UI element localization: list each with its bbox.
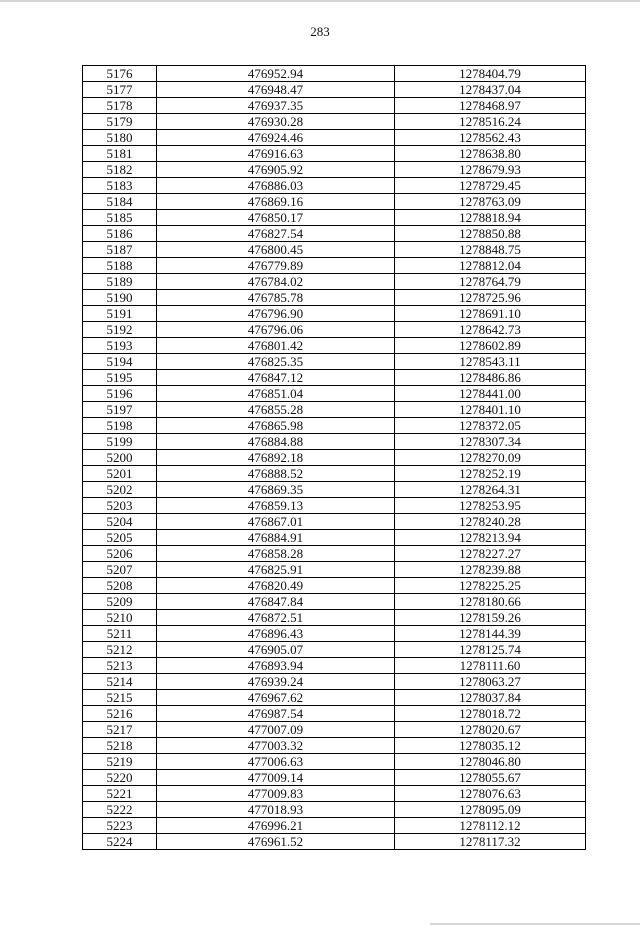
scan-edge-top <box>0 0 640 2</box>
table-row <box>83 546 586 562</box>
y-coordinate-cell: 1278404.79 <box>395 66 586 82</box>
y-coordinate-cell: 1278076.63 <box>395 786 586 802</box>
y-coordinate-cell: 1278763.09 <box>395 194 586 210</box>
point-number-cell: 5217 <box>83 722 157 738</box>
table-row <box>83 754 586 770</box>
y-coordinate-cell: 1278307.34 <box>395 434 586 450</box>
y-coordinate-cell: 1278441.00 <box>395 386 586 402</box>
y-coordinate-cell: 1278437.04 <box>395 82 586 98</box>
x-coordinate-cell: 476851.04 <box>157 386 395 402</box>
point-number-cell: 5204 <box>83 514 157 530</box>
point-number-cell: 5210 <box>83 610 157 626</box>
table-row <box>83 450 586 466</box>
point-number-cell: 5187 <box>83 242 157 258</box>
table-row <box>83 626 586 642</box>
table-row <box>83 274 586 290</box>
point-number-cell: 5186 <box>83 226 157 242</box>
table-row <box>83 770 586 786</box>
x-coordinate-cell: 476820.49 <box>157 578 395 594</box>
table-row <box>83 434 586 450</box>
x-coordinate-cell: 476996.21 <box>157 818 395 834</box>
table-row <box>83 82 586 98</box>
y-coordinate-cell: 1278562.43 <box>395 130 586 146</box>
y-coordinate-cell: 1278018.72 <box>395 706 586 722</box>
x-coordinate-cell: 476827.54 <box>157 226 395 242</box>
y-coordinate-cell: 1278035.12 <box>395 738 586 754</box>
x-coordinate-cell: 476847.84 <box>157 594 395 610</box>
table-row <box>83 98 586 114</box>
table-row <box>83 418 586 434</box>
y-coordinate-cell: 1278638.80 <box>395 146 586 162</box>
table-row <box>83 498 586 514</box>
point-number-cell: 5176 <box>83 66 157 82</box>
point-number-cell: 5199 <box>83 434 157 450</box>
table-row <box>83 130 586 146</box>
x-coordinate-cell: 476784.02 <box>157 274 395 290</box>
point-number-cell: 5193 <box>83 338 157 354</box>
point-number-cell: 5207 <box>83 562 157 578</box>
x-coordinate-cell: 476952.94 <box>157 66 395 82</box>
table-row <box>83 370 586 386</box>
x-coordinate-cell: 477018.93 <box>157 802 395 818</box>
x-coordinate-cell: 476796.90 <box>157 306 395 322</box>
point-number-cell: 5194 <box>83 354 157 370</box>
point-number-cell: 5209 <box>83 594 157 610</box>
x-coordinate-cell: 476930.28 <box>157 114 395 130</box>
x-coordinate-cell: 477006.63 <box>157 754 395 770</box>
table-row <box>83 210 586 226</box>
x-coordinate-cell: 476939.24 <box>157 674 395 690</box>
y-coordinate-cell: 1278180.66 <box>395 594 586 610</box>
table-row <box>83 834 586 850</box>
coordinate-table-body <box>83 66 586 850</box>
table-row <box>83 114 586 130</box>
point-number-cell: 5208 <box>83 578 157 594</box>
point-number-cell: 5184 <box>83 194 157 210</box>
x-coordinate-cell: 476888.52 <box>157 466 395 482</box>
y-coordinate-cell: 1278159.26 <box>395 610 586 626</box>
y-coordinate-cell: 1278046.80 <box>395 754 586 770</box>
point-number-cell: 5185 <box>83 210 157 226</box>
point-number-cell: 5205 <box>83 530 157 546</box>
table-row <box>83 594 586 610</box>
table-row <box>83 178 586 194</box>
x-coordinate-cell: 477003.32 <box>157 738 395 754</box>
x-coordinate-cell: 476850.17 <box>157 210 395 226</box>
y-coordinate-cell: 1278850.88 <box>395 226 586 242</box>
point-number-cell: 5221 <box>83 786 157 802</box>
x-coordinate-cell: 476865.98 <box>157 418 395 434</box>
x-coordinate-cell: 476961.52 <box>157 834 395 850</box>
y-coordinate-cell: 1278055.67 <box>395 770 586 786</box>
coordinate-table <box>82 65 586 850</box>
x-coordinate-cell: 476893.94 <box>157 658 395 674</box>
y-coordinate-cell: 1278111.60 <box>395 658 586 674</box>
table-row <box>83 610 586 626</box>
x-coordinate-cell: 476867.01 <box>157 514 395 530</box>
table-row <box>83 802 586 818</box>
table-row <box>83 258 586 274</box>
x-coordinate-cell: 476855.28 <box>157 402 395 418</box>
y-coordinate-cell: 1278848.75 <box>395 242 586 258</box>
table-row <box>83 642 586 658</box>
table-row <box>83 226 586 242</box>
point-number-cell: 5182 <box>83 162 157 178</box>
y-coordinate-cell: 1278468.97 <box>395 98 586 114</box>
x-coordinate-cell: 476847.12 <box>157 370 395 386</box>
y-coordinate-cell: 1278253.95 <box>395 498 586 514</box>
table-row <box>83 322 586 338</box>
y-coordinate-cell: 1278691.10 <box>395 306 586 322</box>
x-coordinate-cell: 476905.07 <box>157 642 395 658</box>
table-row <box>83 242 586 258</box>
y-coordinate-cell: 1278543.11 <box>395 354 586 370</box>
y-coordinate-cell: 1278144.39 <box>395 626 586 642</box>
x-coordinate-cell: 476872.51 <box>157 610 395 626</box>
y-coordinate-cell: 1278225.25 <box>395 578 586 594</box>
y-coordinate-cell: 1278679.93 <box>395 162 586 178</box>
x-coordinate-cell: 477009.83 <box>157 786 395 802</box>
table-row <box>83 738 586 754</box>
point-number-cell: 5220 <box>83 770 157 786</box>
point-number-cell: 5211 <box>83 626 157 642</box>
x-coordinate-cell: 476796.06 <box>157 322 395 338</box>
y-coordinate-cell: 1278516.24 <box>395 114 586 130</box>
point-number-cell: 5183 <box>83 178 157 194</box>
x-coordinate-cell: 476869.16 <box>157 194 395 210</box>
table-row <box>83 658 586 674</box>
y-coordinate-cell: 1278729.45 <box>395 178 586 194</box>
table-row <box>83 66 586 82</box>
table-row <box>83 690 586 706</box>
table-row <box>83 818 586 834</box>
y-coordinate-cell: 1278117.32 <box>395 834 586 850</box>
y-coordinate-cell: 1278372.05 <box>395 418 586 434</box>
y-coordinate-cell: 1278270.09 <box>395 450 586 466</box>
x-coordinate-cell: 476779.89 <box>157 258 395 274</box>
table-row <box>83 786 586 802</box>
y-coordinate-cell: 1278213.94 <box>395 530 586 546</box>
page-number: 283 <box>310 24 330 39</box>
x-coordinate-cell: 476869.35 <box>157 482 395 498</box>
x-coordinate-cell: 476886.03 <box>157 178 395 194</box>
x-coordinate-cell: 476896.43 <box>157 626 395 642</box>
table-row <box>83 146 586 162</box>
y-coordinate-cell: 1278602.89 <box>395 338 586 354</box>
y-coordinate-cell: 1278239.88 <box>395 562 586 578</box>
x-coordinate-cell: 476825.35 <box>157 354 395 370</box>
point-number-cell: 5178 <box>83 98 157 114</box>
x-coordinate-cell: 476892.18 <box>157 450 395 466</box>
table-row <box>83 530 586 546</box>
point-number-cell: 5188 <box>83 258 157 274</box>
table-row <box>83 338 586 354</box>
point-number-cell: 5216 <box>83 706 157 722</box>
table-row <box>83 354 586 370</box>
table-row <box>83 674 586 690</box>
point-number-cell: 5180 <box>83 130 157 146</box>
y-coordinate-cell: 1278227.27 <box>395 546 586 562</box>
x-coordinate-cell: 477009.14 <box>157 770 395 786</box>
table-row <box>83 194 586 210</box>
x-coordinate-cell: 476924.46 <box>157 130 395 146</box>
table-row <box>83 290 586 306</box>
x-coordinate-cell: 476937.35 <box>157 98 395 114</box>
x-coordinate-cell: 476859.13 <box>157 498 395 514</box>
y-coordinate-cell: 1278125.74 <box>395 642 586 658</box>
point-number-cell: 5190 <box>83 290 157 306</box>
x-coordinate-cell: 476948.47 <box>157 82 395 98</box>
point-number-cell: 5224 <box>83 834 157 850</box>
x-coordinate-cell: 476858.28 <box>157 546 395 562</box>
y-coordinate-cell: 1278812.04 <box>395 258 586 274</box>
table-row <box>83 514 586 530</box>
point-number-cell: 5191 <box>83 306 157 322</box>
point-number-cell: 5203 <box>83 498 157 514</box>
table-row <box>83 386 586 402</box>
table-row <box>83 482 586 498</box>
x-coordinate-cell: 476905.92 <box>157 162 395 178</box>
x-coordinate-cell: 476801.42 <box>157 338 395 354</box>
table-row <box>83 578 586 594</box>
y-coordinate-cell: 1278063.27 <box>395 674 586 690</box>
point-number-cell: 5223 <box>83 818 157 834</box>
y-coordinate-cell: 1278252.19 <box>395 466 586 482</box>
y-coordinate-cell: 1278112.12 <box>395 818 586 834</box>
x-coordinate-cell: 476884.88 <box>157 434 395 450</box>
y-coordinate-cell: 1278020.67 <box>395 722 586 738</box>
point-number-cell: 5198 <box>83 418 157 434</box>
table-row <box>83 562 586 578</box>
table-row <box>83 402 586 418</box>
point-number-cell: 5213 <box>83 658 157 674</box>
x-coordinate-cell: 476884.91 <box>157 530 395 546</box>
y-coordinate-cell: 1278725.96 <box>395 290 586 306</box>
y-coordinate-cell: 1278764.79 <box>395 274 586 290</box>
point-number-cell: 5219 <box>83 754 157 770</box>
y-coordinate-cell: 1278486.86 <box>395 370 586 386</box>
x-coordinate-cell: 476785.78 <box>157 290 395 306</box>
table-row <box>83 306 586 322</box>
x-coordinate-cell: 476825.91 <box>157 562 395 578</box>
x-coordinate-cell: 476916.63 <box>157 146 395 162</box>
x-coordinate-cell: 476967.62 <box>157 690 395 706</box>
y-coordinate-cell: 1278401.10 <box>395 402 586 418</box>
point-number-cell: 5196 <box>83 386 157 402</box>
point-number-cell: 5206 <box>83 546 157 562</box>
point-number-cell: 5212 <box>83 642 157 658</box>
point-number-cell: 5202 <box>83 482 157 498</box>
point-number-cell: 5222 <box>83 802 157 818</box>
y-coordinate-cell: 1278240.28 <box>395 514 586 530</box>
table-row <box>83 706 586 722</box>
point-number-cell: 5197 <box>83 402 157 418</box>
point-number-cell: 5214 <box>83 674 157 690</box>
point-number-cell: 5201 <box>83 466 157 482</box>
y-coordinate-cell: 1278037.84 <box>395 690 586 706</box>
x-coordinate-cell: 476800.45 <box>157 242 395 258</box>
point-number-cell: 5200 <box>83 450 157 466</box>
point-number-cell: 5215 <box>83 690 157 706</box>
table-row <box>83 162 586 178</box>
table-row <box>83 722 586 738</box>
point-number-cell: 5189 <box>83 274 157 290</box>
point-number-cell: 5181 <box>83 146 157 162</box>
y-coordinate-cell: 1278264.31 <box>395 482 586 498</box>
x-coordinate-cell: 476987.54 <box>157 706 395 722</box>
y-coordinate-cell: 1278095.09 <box>395 802 586 818</box>
point-number-cell: 5218 <box>83 738 157 754</box>
y-coordinate-cell: 1278642.73 <box>395 322 586 338</box>
x-coordinate-cell: 477007.09 <box>157 722 395 738</box>
point-number-cell: 5179 <box>83 114 157 130</box>
table-row <box>83 466 586 482</box>
point-number-cell: 5192 <box>83 322 157 338</box>
y-coordinate-cell: 1278818.94 <box>395 210 586 226</box>
point-number-cell: 5177 <box>83 82 157 98</box>
point-number-cell: 5195 <box>83 370 157 386</box>
